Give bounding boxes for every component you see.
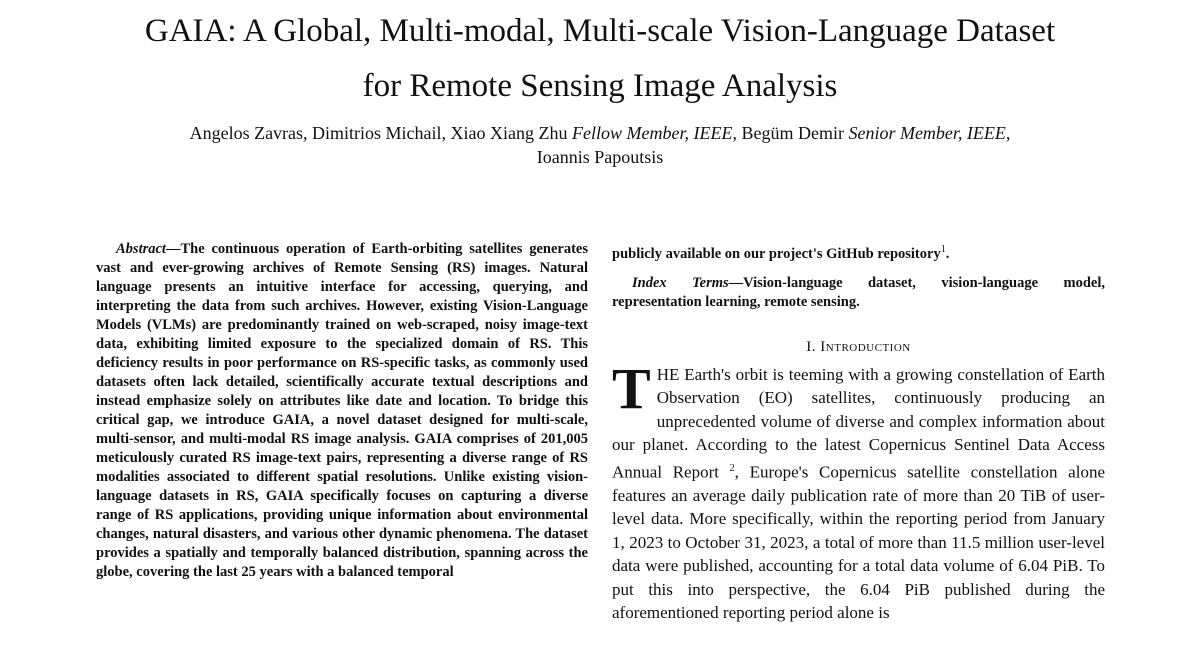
intro-text: HE Earth's orbit is teeming with a growing constellation of Earth Observation (EO) satellites, continuously producing an unprecedented volume of diverse and complex information about our planet. According to the latest Copernicus Sentinel Data Access Annual Report [612, 364, 1105, 482]
intro-paragraph [612, 355, 1105, 625]
authors-line-2: Ioannis Papoutsis [536, 147, 664, 167]
author-list [90, 121, 1110, 169]
abstract-label: Abstract [116, 241, 166, 257]
abstract [96, 240, 588, 582]
footnote-mark-2[interactable]: 2 [729, 462, 735, 474]
abstract-continuation [612, 240, 1105, 264]
abstract-text: —The continuous operation of Earth-orbiting satellites generates vast and ever-growing archives of Remote Sensing (RS) images. Natural language presents an intuitive interface for accessing, querying, and interpreting the data from such archives. However, existing Vision-Language Models (VLMs) are predominantly trained on web-scraped, noisy image-text data, exhibiting limited exposure to the specialized domain of RS. This deficiency results in poor performance on RS-specific tasks, as commonly used datasets often lack detailed, scientifically accurate textual descriptions and instead emphasize solely on attributes like date and location. To bridge this critical gap, we introduce GAIA, a novel dataset designed for multi-scale, multi-sensor, and multi-modal RS image analysis. GAIA comprises of 201,005 meticulously curated RS image-text pairs, representing a diverse range of RS modalities associated to different spatial resolutions. Unlike existing vision-language datasets in RS, GAIA specifically focuses on capturing a diverse range of RS applications, providing unique information about environmental changes, natural disasters, and various other dynamic phenomena. The dataset provides a spatially and temporally balanced distribution, spanning across the globe, covering the last 25 years with a balanced temporal [96, 241, 588, 580]
index-terms-text: —Vision-language dataset, vision-language model, representation learning, remote sensing. [612, 274, 1105, 310]
author-role-1: Fellow Member, IEEE [572, 123, 733, 143]
index-terms [612, 274, 1105, 312]
paper-title [0, 4, 1200, 114]
drop-cap: T [612, 355, 651, 421]
title-line-1: GAIA: A Global, Multi-modal, Multi-scale Vision-Language Dataset [144, 13, 1056, 49]
abstract-end-text: publicly available on our project's GitHub repository [612, 245, 941, 262]
section-title-text: Introduction [820, 338, 911, 355]
author-role-2: Senior Member, IEEE [848, 123, 1006, 143]
authors-text-3: , [1005, 123, 1011, 143]
footnote-mark-1[interactable]: 1 [940, 244, 946, 255]
abstract-column [96, 240, 588, 582]
authors-text-2: , Begüm Demir [732, 123, 849, 143]
index-terms-label: Index Terms [632, 274, 729, 291]
title-line-2: for Remote Sensing Image Analysis [362, 68, 838, 104]
section-heading [612, 338, 1105, 357]
right-column [612, 240, 1105, 625]
section-number: I. [806, 338, 821, 355]
abstract-end-period: . [945, 245, 950, 262]
intro-text-2: , Europe's Copernicus satellite constellation alone features an average daily publication rate of more than 20 TiB of user-level data. More specifically, within the reporting period from January 1, 2023 to October 31, 2023, a total of more than 11.5 million user-level data were published, accounting for a total data volume of 6.04 PiB. To put this into perspective, the 6.04 PiB published during the aforementioned reporting period alone is [612, 462, 1105, 623]
authors-text-1: Angelos Zavras, Dimitrios Michail, Xiao Xiang Zhu [189, 123, 573, 143]
